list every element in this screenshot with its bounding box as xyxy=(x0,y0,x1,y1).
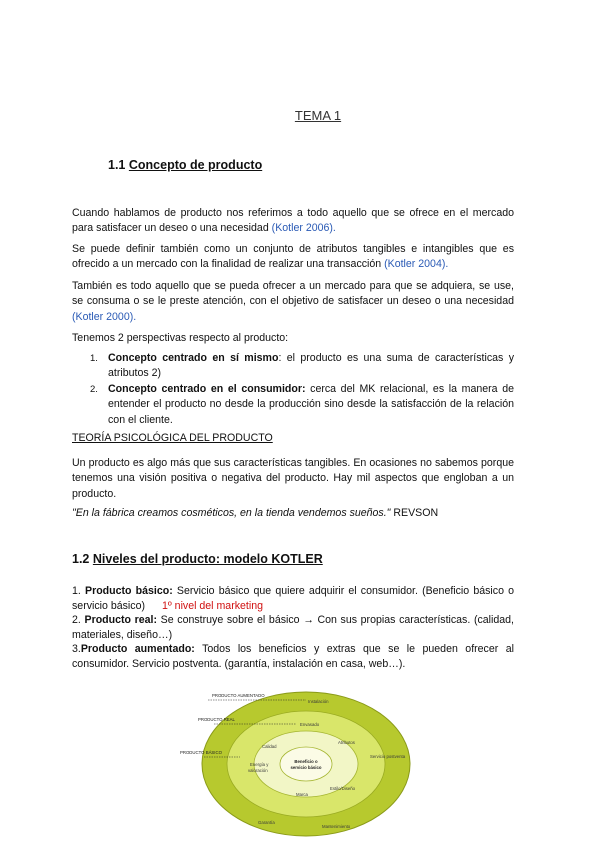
level-item-text: Se construye sobre el básico → Con sus propias características. (calidad, materiales, diseño…) xyxy=(72,614,514,642)
paragraph-5: Un producto es algo más que sus características tangibles. En ocasiones no sabemos porque tenemos una visión positiva o negativa del producto. Hay mil aspectos que engloban a un producto. xyxy=(72,457,514,500)
label-aumentado: PRODUCTO AUMENTADO xyxy=(212,693,265,698)
paragraph-3-text: También es todo aquello que se pueda ofrecer a un mercado para que se adquiera, se use, se consuma o se le preste atención, con el objetivo de satisfacer un deseo o una necesidad xyxy=(72,280,514,308)
ring-label-postventa: Servicio postventa xyxy=(370,754,406,759)
citation-kotler-2004: (Kotler 2004). xyxy=(384,258,449,271)
section-2-title: Niveles del producto: modelo KOTLER xyxy=(92,552,323,566)
paragraph-1 xyxy=(72,206,514,237)
core-label-1: Beneficio o xyxy=(294,759,318,764)
ring-label-energia-2: valoración xyxy=(248,768,268,773)
ring-label-marca: Marca xyxy=(296,792,308,797)
ring-label-energia-1: Energía y xyxy=(250,762,269,767)
ring-label-garantia: Garantía xyxy=(258,820,275,825)
paragraph-2-text: Se puede definir también como un conjunto de atributos tangibles e intangibles que es ofrecido a un mercado con la finalidad de realizar una transacción xyxy=(72,243,514,271)
paragraph-4: Tenemos 2 perspectivas respecto al producto: xyxy=(72,332,289,344)
level-item-2 xyxy=(72,613,514,644)
section-2-heading xyxy=(72,552,323,566)
label-basico: PRODUCTO BÁSICO xyxy=(180,750,222,755)
list-item-text: : el producto es una suma de características y atributos 2) xyxy=(108,352,514,380)
list-item-number: 2. xyxy=(90,383,98,395)
quote xyxy=(72,506,514,521)
core-label-2: servicio básico xyxy=(290,765,322,770)
kotler-levels-diagram xyxy=(170,688,420,840)
paragraph-3 xyxy=(72,279,514,325)
ring-label-instalacion: Instalación xyxy=(308,699,329,704)
level-item-text: Servicio básico que quiere adquirir el consumidor. (Beneficio básico o servicio básico) xyxy=(72,585,515,613)
ring-label-calidad: Calidad xyxy=(262,744,277,749)
level-item-bold: Producto básico: xyxy=(85,585,173,597)
level-item-prefix: 2. xyxy=(72,614,85,626)
ring-label-mantenimiento: Mantenimiento xyxy=(322,824,351,829)
level-item-3 xyxy=(72,642,514,673)
list-item-bold: Concepto centrado en el consumidor: xyxy=(108,382,306,395)
quote-text: "En la fábrica creamos cosméticos, en la tienda vendemos sueños." xyxy=(72,507,391,519)
section-1-heading xyxy=(108,158,262,172)
quote-author: REVSON xyxy=(393,507,439,519)
paragraph-1-text: Cuando hablamos de producto nos referimos a todo aquello que se ofrece en el mercado para satisfacer un deseo o una necesidad xyxy=(72,207,514,235)
list-item xyxy=(72,382,514,428)
level-item-1 xyxy=(72,584,514,615)
section-1-number: 1.1 xyxy=(108,158,126,172)
theory-heading xyxy=(72,432,273,444)
level-item-text: Todos los beneficios y extras que se le pueden ofrecer al consumidor. Servicio postventa. (garantía, instalación en casa, web…). xyxy=(72,643,514,671)
label-real: PRODUCTO REAL xyxy=(198,717,235,722)
citation-kotler-2006: (Kotler 2006). xyxy=(271,222,336,235)
level-note: 1º nivel del marketing xyxy=(161,600,263,613)
level-item-bold: Producto aumentado: xyxy=(80,643,195,655)
level-item-bold: Producto real: xyxy=(84,614,158,626)
section-2-number: 1.2 xyxy=(72,552,90,566)
theory-heading-text: TEORÍA PSICOLÓGICA DEL PRODUCTO xyxy=(72,432,273,444)
list-item xyxy=(72,351,514,382)
ring-label-estilo: Estilo/Diseño xyxy=(330,786,356,791)
ring-label-atributos: Atributos xyxy=(338,740,355,745)
section-1-title: Concepto de producto xyxy=(128,158,263,172)
level-item-prefix: 1. xyxy=(72,585,85,597)
list-item-number: 1. xyxy=(90,353,98,364)
ring-label-envasado: Envasado xyxy=(300,722,320,727)
page-title: TEMA 1 xyxy=(294,108,342,123)
core-product-ellipse xyxy=(280,747,332,781)
perspectives-list xyxy=(72,351,514,428)
level-item-prefix: 3. xyxy=(72,643,81,655)
list-item-bold: Concepto centrado en sí mismo xyxy=(108,352,279,364)
citation-kotler-2000: (Kotler 2000). xyxy=(72,310,137,323)
paragraph-2 xyxy=(72,242,514,273)
list-item-text: cerca del MK relacional, es la manera de entender el producto no desde la producción sino desde la satisfacción de la relación con el cliente. xyxy=(108,382,514,426)
